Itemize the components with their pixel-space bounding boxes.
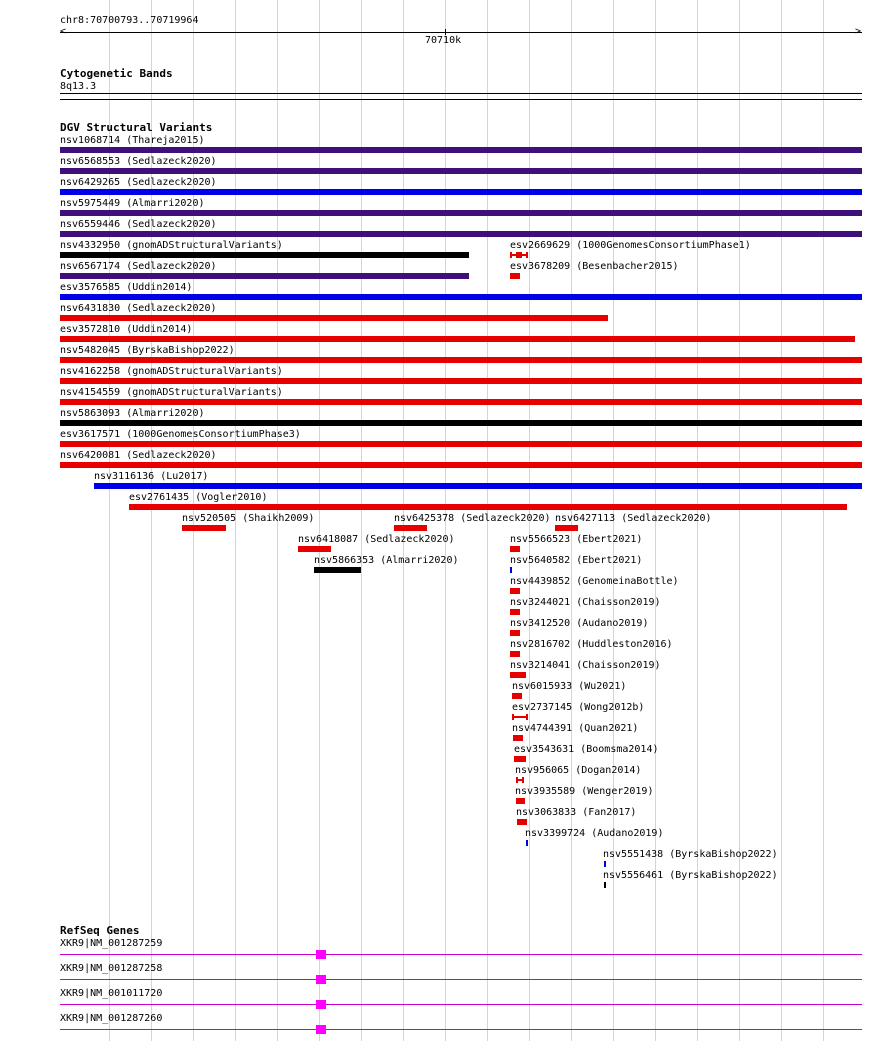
dgv-title: DGV Structural Variants <box>60 121 213 134</box>
variant-bar[interactable] <box>60 336 855 342</box>
variant-bar[interactable] <box>510 546 520 552</box>
gene-exon[interactable] <box>316 1025 326 1034</box>
variant-label[interactable]: nsv2816702 (Huddleston2016) <box>510 639 673 650</box>
variant-label[interactable]: nsv6420081 (Sedlazeck2020) <box>60 450 217 461</box>
variant-label[interactable]: nsv4439852 (GenomeinaBottle) <box>510 576 679 587</box>
variant-label[interactable]: nsv6568553 (Sedlazeck2020) <box>60 156 217 167</box>
gene-label[interactable]: XKR9|NM_001287260 <box>60 1013 163 1024</box>
variant-bar[interactable] <box>526 840 528 846</box>
variant-bar[interactable] <box>604 882 606 888</box>
variant-bar[interactable] <box>512 693 522 699</box>
variant-label[interactable]: nsv4154559 (gnomADStructuralVariants) <box>60 387 283 398</box>
gene-label[interactable]: XKR9|NM_001287259 <box>60 938 163 949</box>
gene-intron-line[interactable] <box>60 1004 862 1005</box>
variant-label[interactable]: nsv3412520 (Audano2019) <box>510 618 649 629</box>
variant-bar[interactable] <box>60 147 862 153</box>
variant-bar[interactable] <box>314 567 361 573</box>
variant-bar[interactable] <box>182 525 226 531</box>
variant-bar[interactable] <box>516 798 525 804</box>
variant-bar[interactable] <box>555 525 578 531</box>
variant-label[interactable]: nsv4744391 (Quan2021) <box>512 723 639 734</box>
variant-bar[interactable] <box>510 252 528 258</box>
variant-bar[interactable] <box>129 504 847 510</box>
variant-label[interactable]: nsv4162258 (gnomADStructuralVariants) <box>60 366 283 377</box>
variant-label[interactable]: esv3576585 (Uddin2014) <box>60 282 193 293</box>
position-label: chr8:70700793..70719964 <box>60 15 199 26</box>
variant-bar[interactable] <box>60 420 862 426</box>
variant-bar[interactable] <box>604 861 606 867</box>
variant-label[interactable]: nsv3116136 (Lu2017) <box>94 471 209 482</box>
cytoband-title: Cytogenetic Bands <box>60 67 173 80</box>
variant-bar[interactable] <box>510 651 520 657</box>
variant-label[interactable]: esv3572810 (Uddin2014) <box>60 324 193 335</box>
variant-bar[interactable] <box>60 357 862 363</box>
variant-label[interactable]: nsv6418087 (Sedlazeck2020) <box>298 534 455 545</box>
variant-label[interactable]: nsv6427113 (Sedlazeck2020) <box>555 513 712 524</box>
ruler-left-arrow-icon: < <box>60 26 67 37</box>
variant-label[interactable]: esv2761435 (Vogler2010) <box>129 492 268 503</box>
refseq-title: RefSeq Genes <box>60 924 140 937</box>
variant-bar[interactable] <box>514 756 526 762</box>
variant-bar[interactable] <box>60 294 862 300</box>
variant-bar[interactable] <box>512 714 528 720</box>
variant-label[interactable]: nsv6431830 (Sedlazeck2020) <box>60 303 217 314</box>
variant-bar[interactable] <box>298 546 331 552</box>
variant-label[interactable]: nsv5863093 (Almarri2020) <box>60 408 205 419</box>
gene-intron-line[interactable] <box>60 1029 862 1030</box>
ruler-right-arrow-icon: > <box>855 26 862 37</box>
variant-bar[interactable] <box>510 567 512 573</box>
cytoband-label: 8q13.3 <box>60 81 97 92</box>
variant-bar[interactable] <box>510 672 526 678</box>
variant-label[interactable]: nsv5866353 (Almarri2020) <box>314 555 459 566</box>
variant-label[interactable]: esv2737145 (Wong2012b) <box>512 702 645 713</box>
variant-bar[interactable] <box>60 399 862 405</box>
variant-label[interactable]: nsv956065 (Dogan2014) <box>515 765 642 776</box>
gene-exon[interactable] <box>316 1000 326 1009</box>
ruler-tick-label: 70710k <box>425 35 462 46</box>
cytoband-top-border <box>60 93 862 94</box>
variant-label[interactable]: nsv6567174 (Sedlazeck2020) <box>60 261 217 272</box>
variant-bar[interactable] <box>60 462 862 468</box>
cytoband-bottom-border <box>60 99 862 100</box>
variant-bar[interactable] <box>60 210 862 216</box>
variant-label[interactable]: nsv5566523 (Ebert2021) <box>510 534 643 545</box>
variant-label[interactable]: esv3543631 (Boomsma2014) <box>514 744 659 755</box>
variant-label[interactable]: esv3678209 (Besenbacher2015) <box>510 261 679 272</box>
gene-label[interactable]: XKR9|NM_001011720 <box>60 988 163 999</box>
variant-label[interactable]: nsv3244021 (Chaisson2019) <box>510 597 661 608</box>
variant-label[interactable]: nsv4332950 (gnomADStructuralVariants) <box>60 240 283 251</box>
variant-bar[interactable] <box>510 630 520 636</box>
ruler-axis <box>60 32 862 33</box>
variant-bar[interactable] <box>513 735 523 741</box>
variant-label[interactable]: nsv6425378 (Sedlazeck2020) <box>394 513 551 524</box>
variant-bar[interactable] <box>60 315 608 321</box>
variant-bar[interactable] <box>60 273 469 279</box>
variant-label[interactable]: nsv5551438 (ByrskaBishop2022) <box>603 849 778 860</box>
variant-label[interactable]: nsv3214041 (Chaisson2019) <box>510 660 661 671</box>
variant-label[interactable]: nsv5482045 (ByrskaBishop2022) <box>60 345 235 356</box>
gene-exon[interactable] <box>316 950 326 959</box>
variant-label[interactable]: nsv1068714 (Thareja2015) <box>60 135 205 146</box>
variant-label[interactable]: nsv5975449 (Almarri2020) <box>60 198 205 209</box>
variant-bar[interactable] <box>60 378 862 384</box>
gene-label[interactable]: XKR9|NM_001287258 <box>60 963 163 974</box>
variant-bar[interactable] <box>60 441 862 447</box>
variant-label[interactable]: nsv3399724 (Audano2019) <box>525 828 664 839</box>
variant-label[interactable]: esv2669629 (1000GenomesConsortiumPhase1) <box>510 240 751 251</box>
variant-bar[interactable] <box>510 273 520 279</box>
variant-bar[interactable] <box>94 483 862 489</box>
gene-intron-line[interactable] <box>60 979 862 980</box>
variant-label[interactable]: nsv520505 (Shaikh2009) <box>182 513 315 524</box>
variant-label[interactable]: nsv5640582 (Ebert2021) <box>510 555 643 566</box>
variant-label[interactable]: nsv3935589 (Wenger2019) <box>515 786 654 797</box>
variant-bar[interactable] <box>394 525 427 531</box>
variant-bar[interactable] <box>60 168 862 174</box>
variant-bar[interactable] <box>517 819 527 825</box>
variant-label[interactable]: nsv3063833 (Fan2017) <box>516 807 637 818</box>
variant-bar[interactable] <box>60 252 469 258</box>
variant-bar[interactable] <box>516 777 524 783</box>
gene-exon[interactable] <box>316 975 326 984</box>
gene-intron-line[interactable] <box>60 954 862 955</box>
variant-bar[interactable] <box>60 189 862 195</box>
variant-label[interactable]: nsv6015933 (Wu2021) <box>512 681 627 692</box>
variant-label[interactable]: esv3617571 (1000GenomesConsortiumPhase3) <box>60 429 301 440</box>
variant-label[interactable]: nsv6429265 (Sedlazeck2020) <box>60 177 217 188</box>
variant-label[interactable]: nsv6559446 (Sedlazeck2020) <box>60 219 217 230</box>
variant-bar[interactable] <box>510 609 520 615</box>
variant-bar[interactable] <box>510 588 520 594</box>
variant-label[interactable]: nsv5556461 (ByrskaBishop2022) <box>603 870 778 881</box>
variant-bar[interactable] <box>60 231 862 237</box>
